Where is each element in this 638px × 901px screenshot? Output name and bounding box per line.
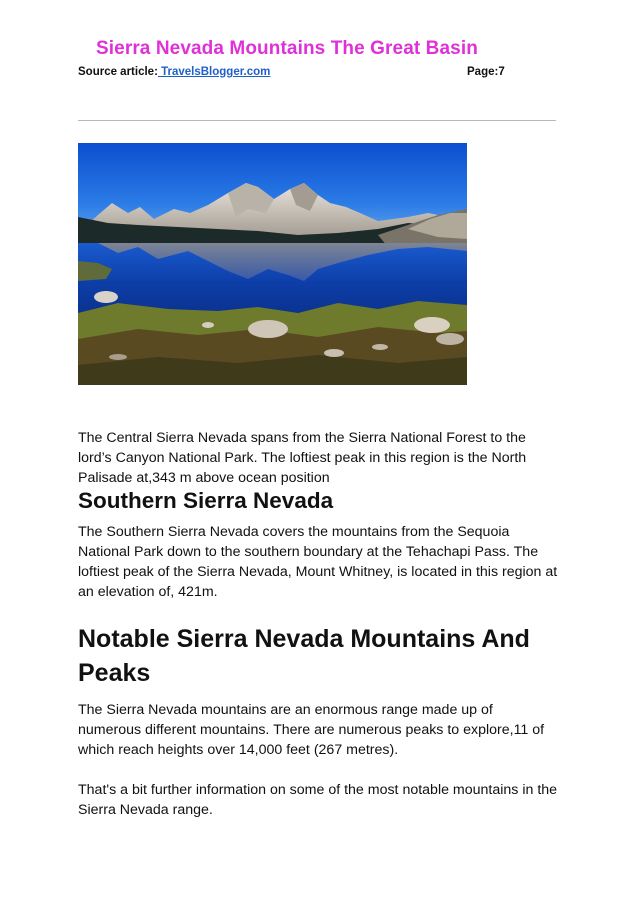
- source-link[interactable]: TravelsBlogger.com: [157, 66, 271, 78]
- page-number: Page:7: [467, 66, 505, 78]
- paragraph-notable-2: That's a bit further information on some of the most notable mountains in the Sierra Nevada range.: [78, 782, 558, 818]
- source-label: Source article:: [78, 66, 158, 78]
- paragraph-notable-1: The Sierra Nevada mountains are an enormous range made up of numerous different mountains. There are numerous peaks to explore,11 of which reach heights over 14,000 feet (267 metres).: [78, 702, 545, 758]
- page-title: Sierra Nevada Mountains The Great Basin: [96, 38, 478, 59]
- heading-southern-sierra: Southern Sierra Nevada: [78, 488, 334, 513]
- paragraph-southern: The Southern Sierra Nevada covers the mountains from the Sequoia National Park down to the southern boundary at the Tehachapi Pass. The loftiest peak of the Sierra Nevada, Mount Whitney, is located in this region at an elevation of, 421m.: [78, 524, 558, 600]
- heading-notable-mountains: Notable Sierra Nevada Mountains And Peaks: [78, 625, 530, 687]
- source-line: [78, 66, 518, 78]
- paragraph-central: The Central Sierra Nevada spans from the Sierra National Forest to the lord’s Canyon National Park. The loftiest peak in this region is the North Palisade at,343 m above ocean position: [78, 430, 527, 486]
- header-divider: [78, 120, 556, 121]
- mountain-lake-photo: [78, 143, 467, 385]
- mountain-lake-illustration: [78, 143, 467, 385]
